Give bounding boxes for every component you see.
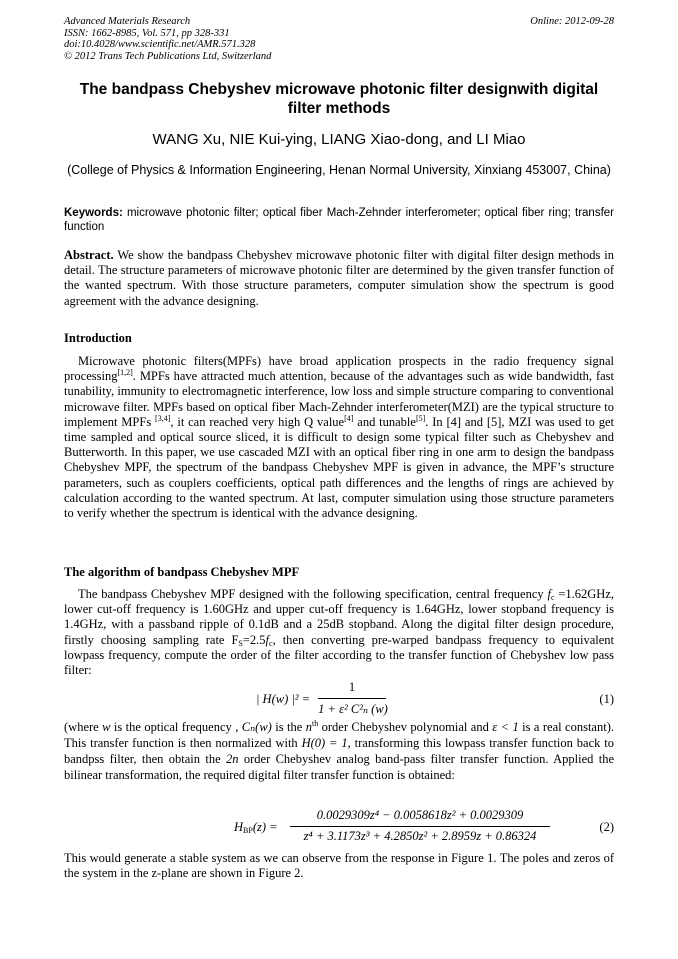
journal-header: [64, 16, 271, 62]
affiliation: (College of Physics & Information Engineering, Henan Normal University, Xinxiang 453007, China): [67, 163, 611, 177]
keywords-label: Keywords:: [64, 207, 123, 219]
intro-paragraph: Microwave photonic filters(MPFs) have broad application prospects in the radio frequency signal processing[1,2]. MPFs have attracted much attention, because of the advantages such as wide bandwidth, fast tunability, immunity to electromagnetic interference, low loss and simple structure comparing to conventional microwave filter. MPFs based on optical fiber Mach-Zehnder interferometer(MZI) are the typical structure to implement MPFs [3,4], it can reached very high Q value[4] and tunable[5]. In [4] and [5], MZI was used to get time sampled and optical source sliced, it is difficult to design some typical filter such as Chebyshev and Butterworth. In this paper, we use cascaded MZI with an optical fiber ring in one arm to design the bandpass Chebyshev MPF, the spectrum of the bandpass Chebyshev MPF is given in advance, the MPF’s structure parameters, such as couplers coefficients, optical path differences and the lengths of rings are achieved by calculation according to the wanted spectrum. At last, computer simulation using those structure parameters to verify whether the spectrum is identical with the advance designing.: [64, 354, 615, 521]
eq1-fraction-bar: [318, 698, 386, 699]
keywords: [64, 206, 614, 234]
abstract: [64, 248, 614, 309]
eq1-label: (1): [599, 692, 614, 706]
doi: doi:10.4028/www.scientific.net/AMR.571.328: [64, 39, 256, 50]
eq2-numerator: 0.0029309z⁴ − 0.0058618z² + 0.0029309: [316, 808, 524, 822]
algorithm-paragraph-2: (where w is the optical frequency , Cₙ(w) is the $n^{th}$ order Chebyshev polynomial and ε < 1 is a real constant). This transfer function is then normalized with H(0) = 1, transforming this lowpass transfer function back to bandpss filter, then obtain the 2n order Chebyshev analog band-pass filter transfer function. Applied the bilinear transformation, the required digital filter transfer function is obtained:: [64, 719, 614, 782]
citation: [5]: [415, 413, 426, 423]
eq2-fraction-bar: [290, 826, 550, 827]
authors: WANG Xu, NIE Kui-ying, LIANG Xiao-dong, and LI Miao: [152, 131, 526, 148]
eq2-lhs: $H_{BP}(z)$ =: [234, 820, 278, 835]
abstract-text: We show the bandpass Chebyshev microwave photonic filter with digital filter design methods in detail. The structure parameters of microwave photonic filter are determined by the given transfer function of the wanted spectrum. With those structure parameters, computer simulation show the spectrum is good agreement with the advance designing.: [64, 248, 614, 308]
copyright: © 2012 Trans Tech Publications Ltd, Switzerland: [64, 50, 272, 62]
algorithm-paragraph-1: The bandpass Chebyshev MPF designed with the following specification, central frequency $f_c =1.62GHz$, lower cut-off frequency is 1.60GHz and upper cut-off frequency is 1.64GHz, lower stopband frequency is 1.4GHz, with a passband ripple of 0.1dB and a 25dB stopband. Along the digital filter design procedure, firstly choosing sampling rate $F_S=2.5f_c$, then converting pre-warped bandpass frequency to equivalent lowpass frequency, compute the order of the filter according to the transfer function of Chebyshev low pass filter:: [64, 587, 614, 678]
keywords-text: microwave photonic filter; optical fiber Mach-Zehnder interferometer; optical fiber ring; transfer function: [64, 207, 614, 233]
issn: ISSN: 1662-8985, Vol. 571, pp 328-331: [64, 27, 230, 39]
citation: [1,2]: [117, 368, 133, 378]
equation-1: [64, 680, 614, 724]
eq1-numerator: 1: [348, 680, 356, 694]
eq2-denominator: z⁴ + 3.1173z³ + 4.2850z² + 2.8959z + 0.86324: [303, 829, 537, 843]
citation: [4]: [344, 413, 354, 423]
citation: [3,4]: [155, 413, 171, 423]
paper-title: The bandpass Chebyshev microwave photonic filter designwith digital filter methods: [79, 81, 599, 117]
online-date: Online: 2012-09-28: [530, 16, 614, 27]
journal-name: Advanced Materials Research: [64, 16, 191, 27]
algorithm-paragraph-3: This would generate a stable system as we can observe from the response in Figure 1. The poles and zeros of the system in the z-plane are shown in Figure 2.: [64, 851, 614, 881]
section-heading-introduction: Introduction: [64, 331, 132, 345]
section-heading-algorithm: The algorithm of bandpass Chebyshev MPF: [64, 565, 300, 579]
eq1-denominator: 1 + ε² C²ₙ (w): [318, 702, 388, 716]
abstract-label: Abstract.: [64, 248, 114, 262]
eq2-label: (2): [599, 820, 614, 834]
equation-2: [64, 808, 614, 852]
eq1-lhs: | H(w) |² =: [256, 692, 311, 706]
